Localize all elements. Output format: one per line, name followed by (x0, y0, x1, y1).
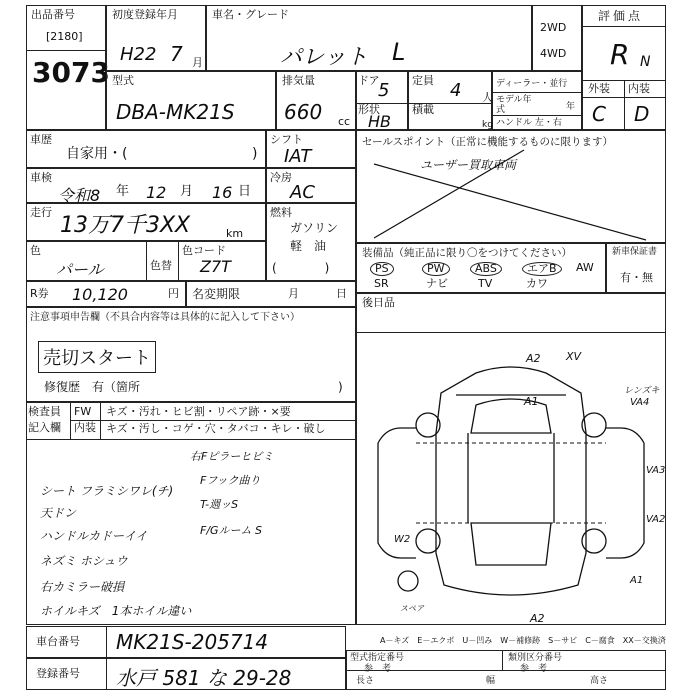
diagram-mark: スペア (400, 604, 424, 613)
name-change-label: 名変期限 (192, 287, 241, 301)
mileage-unit: km (226, 227, 244, 240)
handwritten-line: 天ドン (40, 506, 77, 520)
color-code-label: 色コード (182, 244, 226, 257)
equipment-item: PS (370, 262, 394, 276)
interior-label: 内装 (628, 82, 650, 95)
handwritten-line: 右Fピラーヒビミ (190, 450, 274, 463)
equipment-item: PW (422, 262, 450, 276)
notes-label: 注意事項申告欄（不具合内容等は具体的に記入して下さい） (30, 312, 300, 323)
first-reg-month: 7 (170, 42, 183, 66)
handwritten-line: T-週ッS (200, 498, 239, 511)
handwritten-line: 右カミラー破損 (40, 580, 125, 594)
handwritten-line: F/Gルーム S (200, 524, 263, 537)
sales-label: セールスポイント（正常に機能するものに限ります） (362, 136, 614, 148)
year-unit: 年 (566, 102, 576, 112)
fuel-label: 燃料 (270, 206, 292, 219)
displacement-label: 排気量 (282, 74, 315, 87)
sales-cross-lines (356, 130, 666, 243)
chassis-label: 車台番号 (36, 635, 80, 648)
displacement: 660 (284, 100, 323, 124)
diagram-mark: レンズキ (624, 386, 660, 396)
history-close: ) (252, 146, 258, 162)
handwritten-line: Fフック曲り (200, 474, 261, 487)
width-label: 幅 (486, 676, 496, 686)
car-diagram (356, 333, 666, 625)
handwritten-line: ネズミ ホシュウ (40, 554, 128, 568)
equipment-item: ナビ (426, 277, 448, 290)
equipment-label: 装備品（純正品に限り〇をつけてください） (362, 247, 572, 259)
displacement-unit: cc (338, 115, 351, 128)
color: パール (56, 260, 104, 279)
handwritten-line: ハンドルカドーイイ (40, 529, 148, 543)
capacity: 4 (450, 80, 462, 101)
car-name: パレット (280, 45, 368, 70)
inspection-year-unit: 年 (116, 184, 130, 199)
shift: IAT (284, 146, 312, 167)
length-label: 長さ (356, 676, 375, 686)
color-label: 色 (30, 244, 41, 257)
grade-eval: R (610, 38, 630, 71)
equipment-item: SR (374, 277, 389, 290)
lot-number: 3073 (32, 56, 110, 89)
aircon-label: 冷房 (270, 171, 292, 184)
handwritten-line: シート フラミシワレ(チ) (40, 484, 174, 498)
diagram-mark: A1 (630, 575, 644, 586)
inspector-fw: FW (74, 405, 92, 418)
load-label: 積載 (412, 103, 434, 116)
equipment-item: AW (576, 261, 594, 274)
mileage: 13万7千3XX (60, 213, 191, 238)
notes-start: 売切スタート (38, 341, 156, 373)
repair-label: 修復歴 有（箇所 (44, 380, 141, 394)
mileage-label: 走行 (30, 206, 52, 219)
exterior-label: 外装 (588, 82, 610, 95)
doors: 5 (378, 80, 390, 101)
handle-label: ハンドル 左・右 (496, 118, 562, 128)
ref-label-1: 参 考 (364, 664, 392, 674)
sales-note: ユーザー買取車両 (420, 158, 517, 172)
model-year-label: モデル年式 (496, 95, 532, 115)
load-unit: kg (482, 120, 493, 130)
diagram-mark: A1 (524, 395, 539, 408)
diagram-mark: VA2 (646, 514, 666, 525)
history-value: 自家用・( (66, 146, 128, 162)
grade-eval-sub: N (640, 54, 651, 70)
history-box (26, 130, 266, 168)
grade: L (392, 38, 406, 66)
equipment-item: エアB (522, 262, 562, 276)
month-unit: 月 (288, 287, 299, 300)
handwritten-line: ホイルキズ 1本ホイル違い (40, 604, 192, 618)
inspector-label2: 記入欄 (28, 421, 61, 434)
capacity-unit: 人 (482, 91, 493, 104)
doors-label: ドア (358, 74, 380, 87)
equipment-item: カワ (526, 277, 548, 290)
day-unit: 日 (336, 287, 347, 300)
category-label: 類別区分番号 (508, 653, 563, 663)
lot-sub: [2180] (46, 30, 83, 43)
drive-box (532, 5, 582, 71)
diagram-mark: XV (566, 350, 582, 363)
drive-2wd: 2WD (540, 21, 567, 34)
color-code: Z7T (200, 257, 231, 276)
recycle-label: R券 (30, 287, 49, 300)
warranty-label: 新車保証書 (612, 247, 658, 257)
height-label: 高さ (590, 676, 609, 686)
diagram-mark: VA4 (630, 397, 650, 408)
dealer-label: ディーラー・並行 (496, 79, 568, 89)
capacity-label: 定員 (412, 74, 434, 87)
car-name-label: 車名・グレード (212, 8, 289, 21)
chassis: MK21S-205714 (116, 630, 269, 654)
first-reg-era: H22 (120, 44, 157, 65)
first-reg-label: 初度登録年月 (112, 8, 178, 21)
inspection-era: 令和8 (58, 186, 101, 205)
drive-4wd: 4WD (540, 47, 567, 60)
interior-grade: D (634, 102, 650, 126)
shift-label: シフト (270, 133, 303, 146)
diagram-mark: A2 (530, 612, 545, 625)
diagram-mark: W2 (394, 534, 411, 545)
recycle-unit: 円 (168, 287, 179, 300)
fuel-diesel: 軽 油 (290, 239, 327, 253)
later-label: 後日品 (362, 296, 395, 309)
inspector-row1: キズ・汚れ・ヒビ割・リペア跡・×要 (106, 405, 291, 418)
inspector-naiso: 内装 (74, 421, 96, 434)
inspection-label: 車検 (30, 171, 52, 184)
diagram-mark: VA3 (646, 465, 666, 476)
shape: HB (368, 112, 392, 131)
inspection-day-unit: 日 (238, 184, 252, 199)
aircon: AC (290, 182, 315, 203)
reg: 水戸 581 な 29-28 (116, 666, 292, 690)
inspection-day: 16 (212, 183, 233, 202)
shape-label: 形状 (358, 103, 380, 116)
inspector-row2: キズ・汚し・コゲ・穴・タバコ・キレ・破し (106, 422, 326, 435)
type-label: 型式指定番号 (350, 653, 405, 663)
lot-label: 出品番号 (31, 8, 75, 21)
equipment-item: ABS (470, 262, 502, 276)
diagram-mark: A2 (526, 352, 541, 365)
exterior-grade: C (592, 102, 606, 126)
ref-label-2: 参 考 (520, 664, 548, 674)
model-label: 型式 (112, 74, 134, 87)
grade-eval-label: 評価点 (598, 9, 644, 23)
inspector-label1: 検査員 (28, 405, 61, 418)
inspection-month: 12 (146, 183, 167, 202)
diagram-legend: A－キズ E－エクボ U－凹み W－補修跡 S－サビ C－腐食 XX－交換済 (380, 636, 666, 645)
repair-close: ) (338, 380, 343, 394)
history-label: 車歴 (30, 133, 52, 146)
equipment-item: TV (478, 277, 493, 290)
color-change-label: 色替 (150, 259, 172, 272)
later-box (356, 293, 666, 333)
inspection-month-unit: 月 (180, 184, 194, 199)
model: DBA-MK21S (116, 100, 235, 124)
first-reg-month-unit: 月 (192, 56, 203, 69)
fuel-paren: ( ) (272, 261, 330, 275)
fuel-gas: ガソリン (290, 221, 339, 235)
recycle-value: 10,120 (72, 285, 128, 304)
warranty: 有・無 (620, 271, 653, 284)
reg-label: 登録番号 (36, 667, 80, 680)
